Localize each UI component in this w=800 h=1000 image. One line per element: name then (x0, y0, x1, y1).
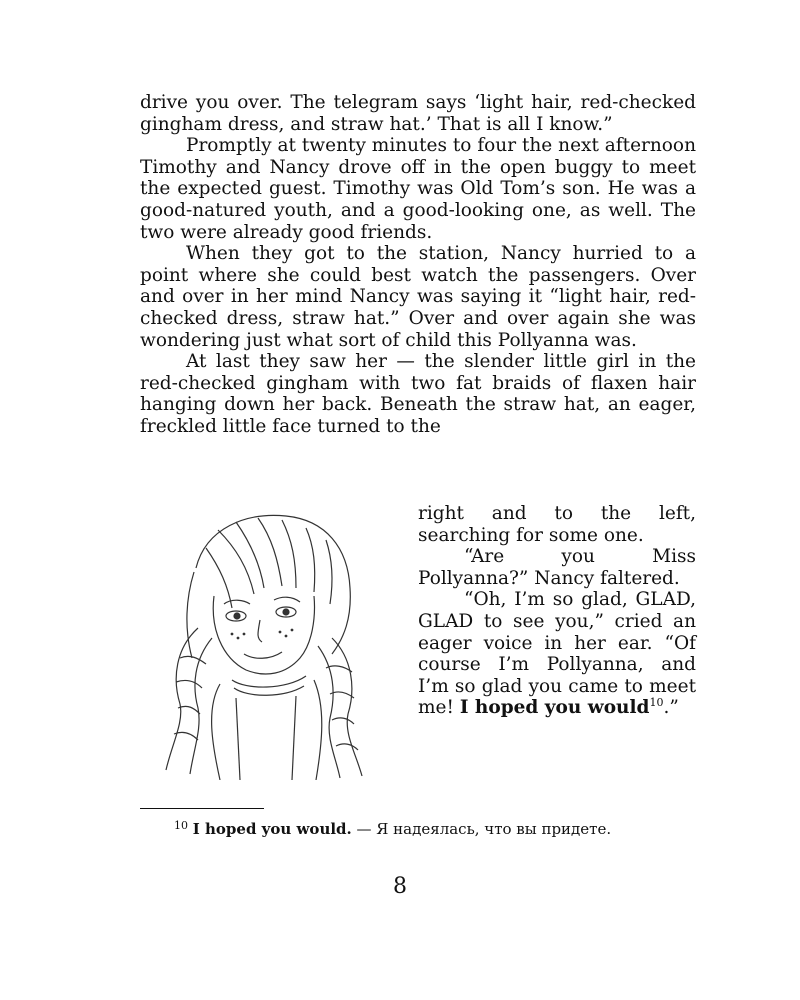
face-outline (213, 596, 314, 674)
footnote (140, 816, 696, 839)
paragraph-6 (418, 589, 696, 719)
paragraph-4: At last they saw her — the slender little girl in the red-checked gingham with two fat braids of flaxen hair hanging down her back. Beneath the straw hat, an eager, freckled little face turned to the (140, 351, 696, 437)
footnote-text: — Я надеялась, что вы придете. (351, 820, 612, 838)
collar (232, 676, 306, 687)
paragraph-6-bold: I hoped you would (459, 697, 650, 719)
footnote-bold: I hoped you would. (192, 820, 352, 838)
footnote-divider (140, 808, 264, 809)
paragraph-1: drive you over. The telegram says ‘light hair, red-checked gingham dress, and straw hat.’ That is all I know.” (140, 92, 696, 135)
footnote-marker[interactable]: 10 (649, 696, 664, 710)
page-number: 8 (393, 874, 407, 899)
paragraph-6-end: .” (663, 697, 679, 719)
dress (212, 684, 220, 780)
paragraph-2: Promptly at twenty minutes to four the next afternoon Timothy and Nancy drove off in the open buggy to meet the expected guest. Timothy was Old Tom’s son. He was a good-natured youth, and a good-looking one, as well. The two were already good friends. (140, 135, 696, 243)
paragraph-4-continued: right and to the left, searching for some one. (418, 503, 696, 546)
paragraph-3: When they got to the station, Nancy hurried to a point where she could best watch the passengers. Over and over in her mind Nancy was saying it “light hair, red-checked dress, straw hat.” Over and over again she was wondering just what sort of child this Pollyanna was. (140, 243, 696, 351)
paragraph-5: “Are you Miss Pollyanna?” Nancy faltered. (418, 546, 696, 589)
left-braid (166, 628, 198, 770)
girl-illustration (136, 508, 406, 780)
right-braid (332, 638, 362, 776)
main-text (140, 92, 696, 438)
hat-outline (196, 515, 350, 654)
footnote-number: 10 (174, 819, 188, 832)
side-text (418, 503, 696, 719)
paragraph-6-text: “Oh, I’m so glad, GLAD, GLAD to see you,” cried an eager voice in her ear. “Of course I’m Pollyanna, and I’m so glad you came to meet me! (418, 589, 696, 719)
